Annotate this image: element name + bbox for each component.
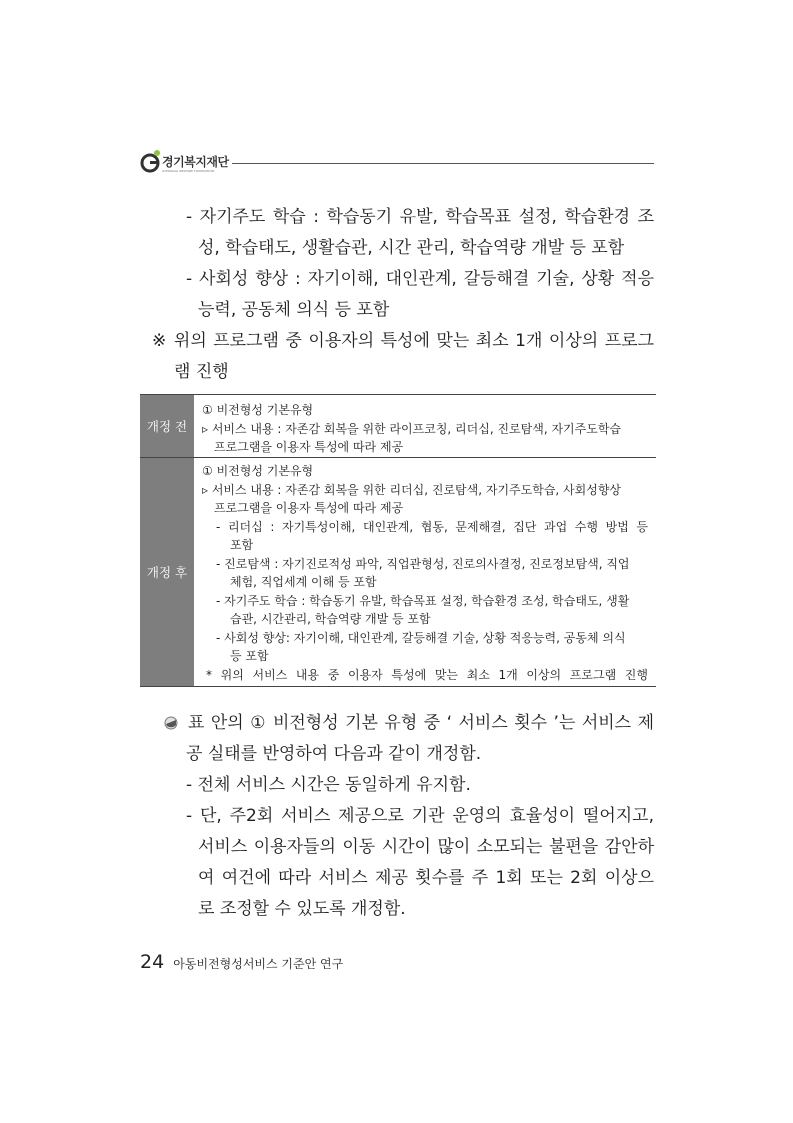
- cell-line: - 진로탐색 : 자기진로적성 파악, 직업관형성, 진로의사결정, 진로정보탐색, 직업: [216, 556, 630, 571]
- cell-line: - 리더십 : 자기특성이해, 대인관계, 협동, 문제해결, 집단 과업 수행 방법 등: [216, 519, 648, 534]
- revision-table: [140, 394, 656, 687]
- text-line: - 단, 주2회 서비스 제공으로 기관 운영의 효율성이 떨어지고,: [186, 806, 654, 826]
- cell-line: 포함: [230, 538, 254, 552]
- cell-line: ▹ 서비스 내용 : 자존감 회복을 위한 라이프코칭, 리더십, 진로탐색, 자기주도학습: [202, 421, 622, 436]
- text-line: 서비스 이용자들의 이동 시간이 많이 소모되는 불편을 감안하: [198, 837, 654, 857]
- foundation-logo-icon: [140, 148, 164, 174]
- text-line: [164, 708, 654, 739]
- text-line: 여 여건에 따라 서비스 제공 횟수를 주 1회 또는 2회 이상으: [198, 868, 654, 888]
- before-label: 개정 전: [140, 395, 194, 458]
- bullet-icon: [164, 716, 178, 730]
- text-line: 공 실태를 반영하여 다음과 같이 개정함.: [186, 744, 482, 764]
- text-line: 램 진행: [174, 362, 229, 382]
- after-label: 개정 후: [140, 458, 194, 687]
- report-title: 아동비전형성서비스 기준안 연구: [173, 957, 344, 971]
- after-content: [194, 458, 656, 687]
- cell-line: 습관, 시간관리, 학습역량 개발 등 포함: [230, 612, 431, 626]
- top-list: [186, 202, 654, 326]
- text-line: 능력, 공동체 의식 등 포함: [198, 300, 390, 320]
- header-rule: [232, 163, 654, 164]
- cell-line: ① 비전형성 기본유형: [202, 464, 314, 478]
- text-line: - 전체 서비스 시간은 동일하게 유지함.: [186, 775, 471, 795]
- cell-line: ① 비전형성 기본유형: [202, 403, 314, 417]
- cell-line: 등 포함: [230, 649, 269, 663]
- cell-line: - 사회성 향상: 자기이해, 대인관계, 갈등해결 기술, 상황 적응능력, 공동체 의식: [216, 630, 626, 645]
- before-content: [194, 395, 656, 458]
- bottom-paragraph: [164, 708, 654, 770]
- page-header: [140, 148, 654, 178]
- page-number: 24: [140, 951, 165, 973]
- text-line: 성, 학습태도, 생활습관, 시간 관리, 학습역량 개발 등 포함: [198, 238, 625, 258]
- note-paragraph: [152, 326, 654, 388]
- org-sub-name: GYEONGGI WELFARE FOUNDATION: [162, 169, 214, 173]
- cell-line: - 자기주도 학습 : 학습동기 유발, 학습목표 설정, 학습환경 조성, 학습태도, 생활: [216, 593, 630, 608]
- bottom-list: [186, 770, 654, 925]
- text-line: ※ 위의 프로그램 중 이용자의 특성에 맞는 최소 1개 이상의 프로그: [152, 331, 654, 351]
- text-line: - 자기주도 학습 : 학습동기 유발, 학습목표 설정, 학습환경 조: [186, 207, 654, 227]
- text-line-content: 표 안의 ① 비전형성 기본 유형 중 ‘ 서비스 횟수 ’는 서비스 제: [188, 713, 654, 733]
- cell-line: 프로그램을 이용자 특성에 따라 제공: [214, 440, 404, 454]
- text-line: - 사회성 향상 : 자기이해, 대인관계, 갈등해결 기술, 상황 적응: [186, 269, 654, 289]
- page-footer: [140, 951, 343, 973]
- cell-line: 체험, 직업세계 이해 등 포함: [230, 575, 377, 589]
- table-row-after: [140, 458, 656, 687]
- org-name: 경기복지재단: [162, 155, 229, 169]
- table-row-before: [140, 395, 656, 458]
- cell-line: * 위의 서비스 내용 중 이용자 특성에 맞는 최소 1개 이상의 프로그램 진행: [206, 667, 648, 682]
- text-line: 로 조정할 수 있도록 개정함.: [198, 899, 406, 919]
- cell-line: 프로그램을 이용자 특성에 따라 제공: [214, 501, 404, 515]
- cell-line: ▹ 서비스 내용 : 자존감 회복을 위한 리더십, 진로탐색, 자기주도학습, 사회성향상: [202, 482, 622, 497]
